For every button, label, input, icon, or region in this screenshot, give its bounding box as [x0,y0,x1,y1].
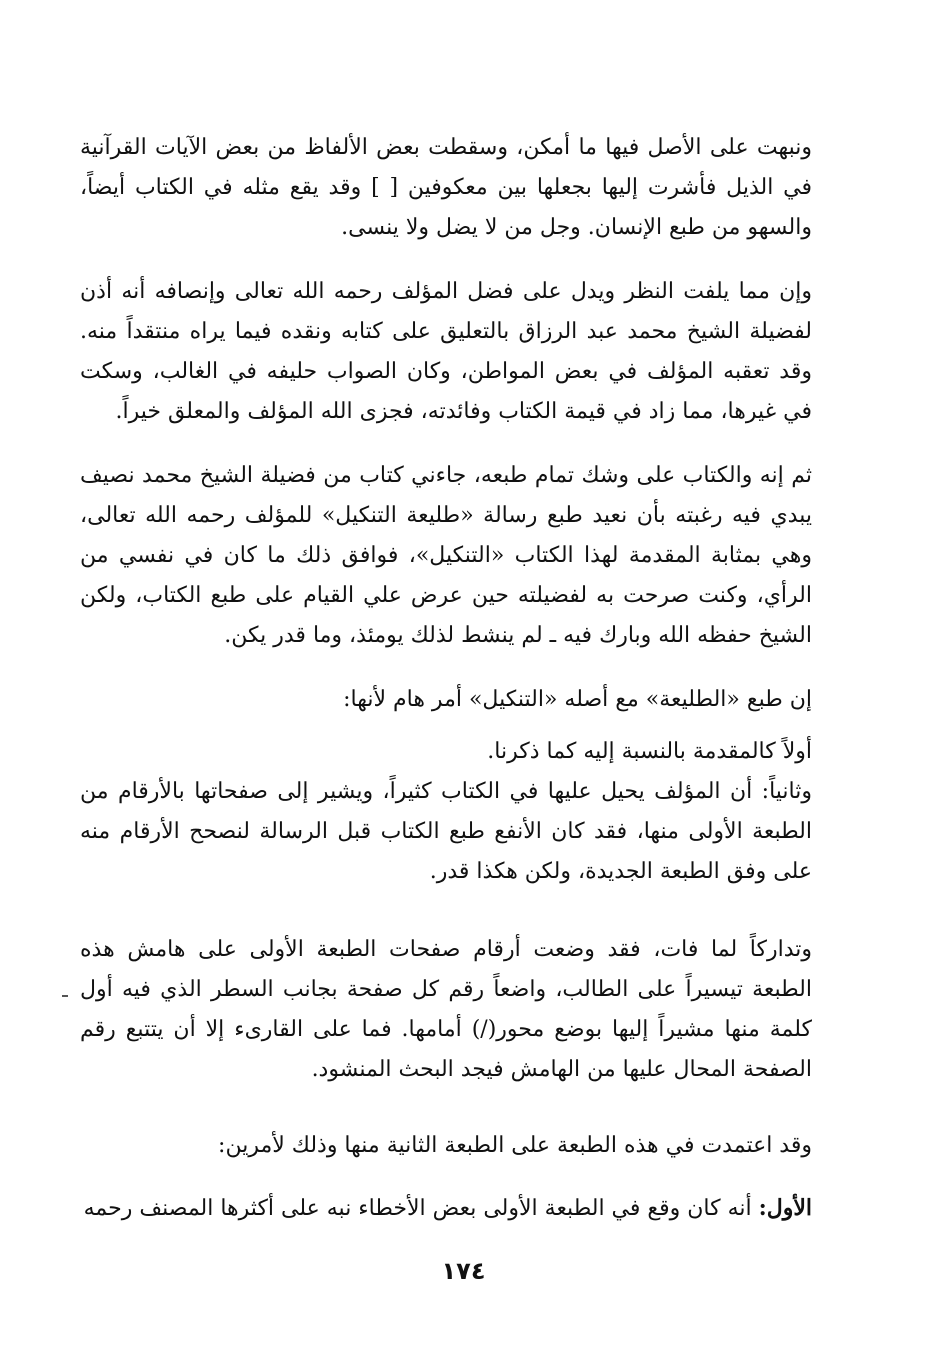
list-lead-label: الأول: [758,1195,812,1221]
paragraph-1 [80,128,812,248]
paragraph-8 [80,1126,812,1166]
margin-mark [62,995,68,997]
paragraph-9 [80,1188,812,1229]
paragraph-text: وقد اعتمدت في هذه الطبعة على الطبعة الثانية منها وذلك لأمرين: [218,1133,812,1158]
paragraph-text: وتداركاً لما فات، فقد وضعت أرقام صفحات الطبعة الأولى على هامش هذه الطبعة تيسيراً على الطالب، واضعاً رقم كل صفحة بجانب السطر الذي فيه أول كلمة منها مشيراً إليها بوضع محور(/) أمامها. فما على القارىء إلا أن يتتبع رقم الصفحة المحال عليها من الهامش فيجد البحث المنشود. [80,937,812,1082]
paragraph-2 [80,272,812,432]
paragraph-text: إن طبع «الطليعة» مع أصله «التنكيل» أمر هام لأنها: [343,687,812,712]
paragraph-4 [80,680,812,720]
paragraph-text: ثم إنه والكتاب على وشك تمام طبعه، جاءني كتاب من فضيلة الشيخ محمد نصيف يبدي فيه رغبته بأن نعيد طبع رسالة «طليعة التنكيل» للمؤلف رحمه الله تعالى، وهي بمثابة المقدمة لهذا الكتاب «التنكيل»، فوافق ذلك ما كان في نفسي من الرأي، وكنت صرحت به لفضيلته حين عرض علي القيام على طبع الكتاب، ولكن الشيخ حفظه الله وبارك فيه ـ لم ينشط لذلك يومئذ، وما قدر يكن. [80,463,812,648]
paragraph-7 [80,930,812,1090]
list-lead-text: أنه كان وقع في الطبعة الأولى بعض الأخطاء نبه على أكثرها المصنف رحمه [83,1196,759,1221]
paragraph-text: ونبهت على الأصل فيها ما أمكن، وسقطت بعض الألفاظ من بعض الآيات القرآنية في الذيل فأشرت إليها بجعلها بين معكوفين [ ] وقد يقع مثله في الكتاب أيضاً، والسهو من طبع الإنسان. وجل من لا يضل ولا ينسى. [80,135,812,240]
paragraph-text: أولاً كالمقدمة بالنسبة إليه كما ذكرنا. [487,739,812,764]
paragraph-5 [80,732,812,772]
paragraph-text: وإن مما يلفت النظر ويدل على فضل المؤلف رحمه الله تعالى وإنصافه أنه أذن لفضيلة الشيخ محمد عبد الرزاق بالتعليق على كتابه ونقده فيما يراه منتقداً منه. وقد تعقبه المؤلف في بعض المواطن، وكان الصواب حليفه في الغالب، وسكت في غيرها، مما زاد في قيمة الكتاب وفائدته، فجزى الله المؤلف والمعلق خيراً. [80,279,812,424]
paragraph-text: وثانياً: أن المؤلف يحيل عليها في الكتاب كثيراً، ويشير إلى صفحاتها بالأرقام من الطبعة الأولى منها، فقد كان الأنفع طبع الكتاب قبل الرسالة لنصحح الأرقام منه على وفق الطبعة الجديدة، ولكن هكذا قدر. [80,779,812,884]
paragraph-text [80,1188,812,1229]
paragraph-6 [80,772,812,892]
paragraph-3 [80,456,812,656]
page-number: ١٧٤ [441,1257,486,1285]
